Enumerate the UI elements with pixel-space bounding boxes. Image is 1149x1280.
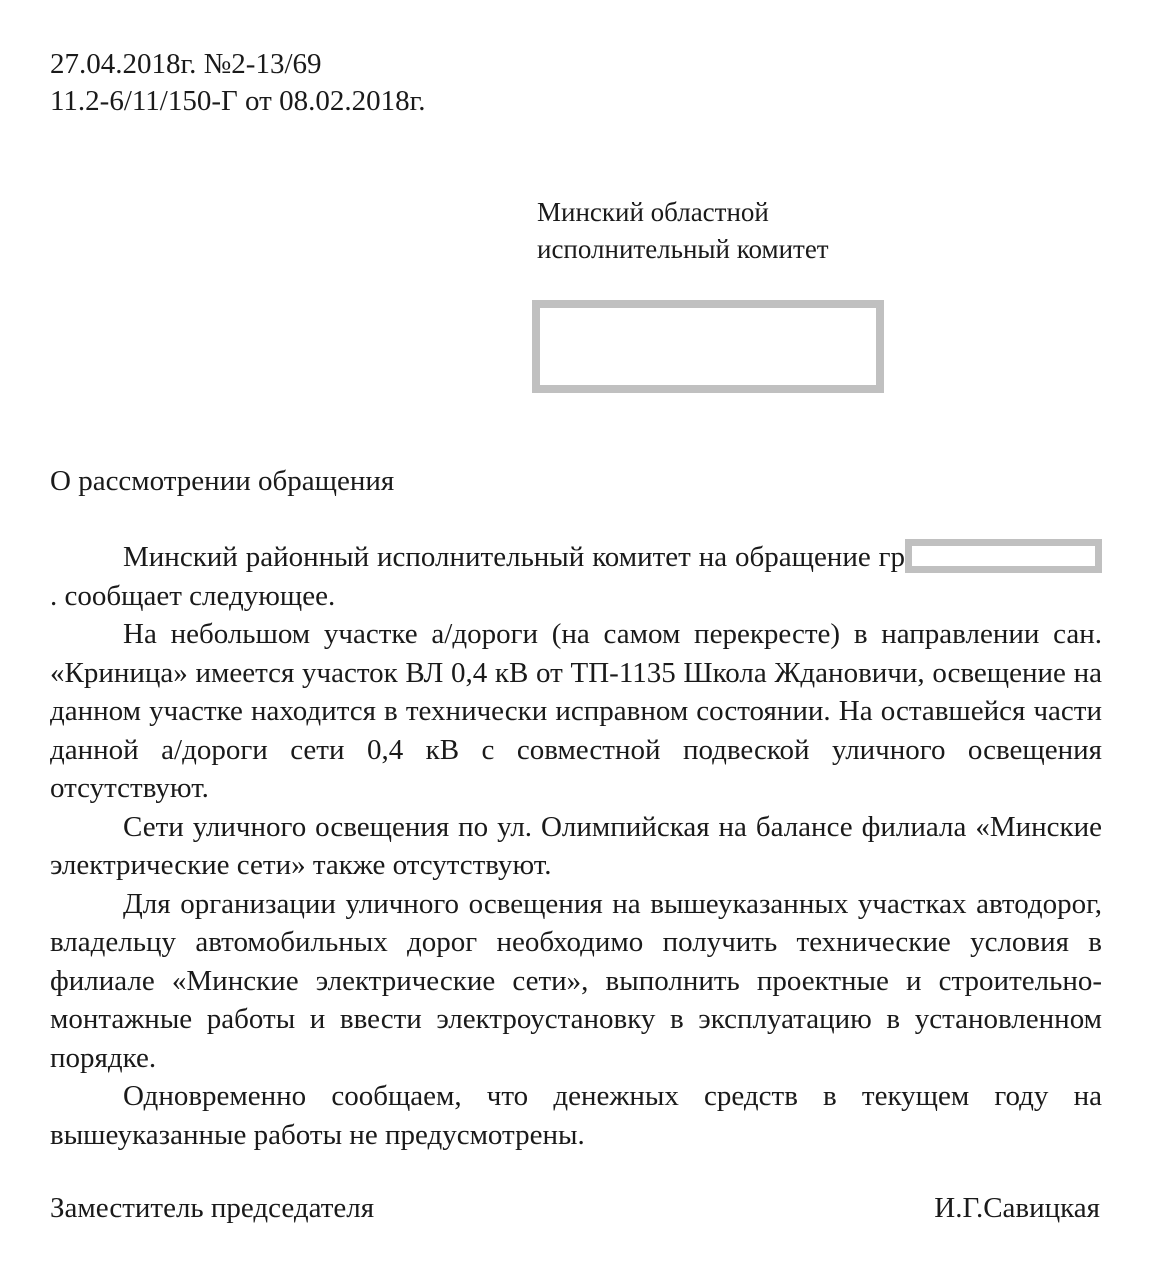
addressee-block [537, 194, 957, 268]
paragraph-5: Одновременно сообщаем, что денежных средств в текущем году на вышеуказанные работы не предусмотрены. [50, 1080, 1102, 1151]
redaction-box-citizen-name [905, 539, 1102, 573]
signature-row [50, 1192, 1100, 1225]
subject-line: О рассмотрении обращения [50, 465, 395, 497]
signer-position: Заместитель председателя [50, 1192, 375, 1224]
paragraph-4: Для организации уличного освещения на вышеуказанных участках автодорог, владельцу автомобильных дорог необходимо получить технические условия в филиале «Минские электрические сети», выполнить проектные и строительно-монтажные работы и ввести электроустановку в эксплуатацию в установленном порядке. [50, 887, 1102, 1074]
document-header [50, 46, 1101, 120]
signer-name: И.Г.Савицкая [934, 1192, 1100, 1224]
redaction-box-address [532, 300, 884, 393]
letter-body [50, 538, 1102, 1154]
addressee-line2: исполнительный комитет [537, 234, 829, 264]
paragraph-1 [50, 538, 1102, 615]
header-date-number: 27.04.2018г. №2-13/69 [50, 48, 322, 80]
paragraph-3: Сети уличного освещения по ул. Олимпийская на балансе филиала «Минские электрические сети» также отсутствуют. [50, 810, 1102, 881]
header-reference: 11.2-6/11/150-Г от 08.02.2018г. [50, 85, 426, 117]
paragraph-2: На небольшом участке а/дороги (на самом перекресте) в направлении сан. «Криница» имеется участок ВЛ 0,4 кВ от ТП-1135 Школа Ждановичи, освещение на данном участке находится в технически исправном состоянии. На оставшейся части данной а/дороги сети 0,4 кВ с совместной подвеской уличного освещения отсутствуют. [50, 618, 1102, 804]
paragraph-1-before-redaction: Минский районный исполнительный комитет на обращение гр [123, 541, 905, 573]
paragraph-1-after-redaction: . сообщает следующее. [50, 579, 336, 612]
addressee-line1: Минский областной [537, 197, 769, 227]
